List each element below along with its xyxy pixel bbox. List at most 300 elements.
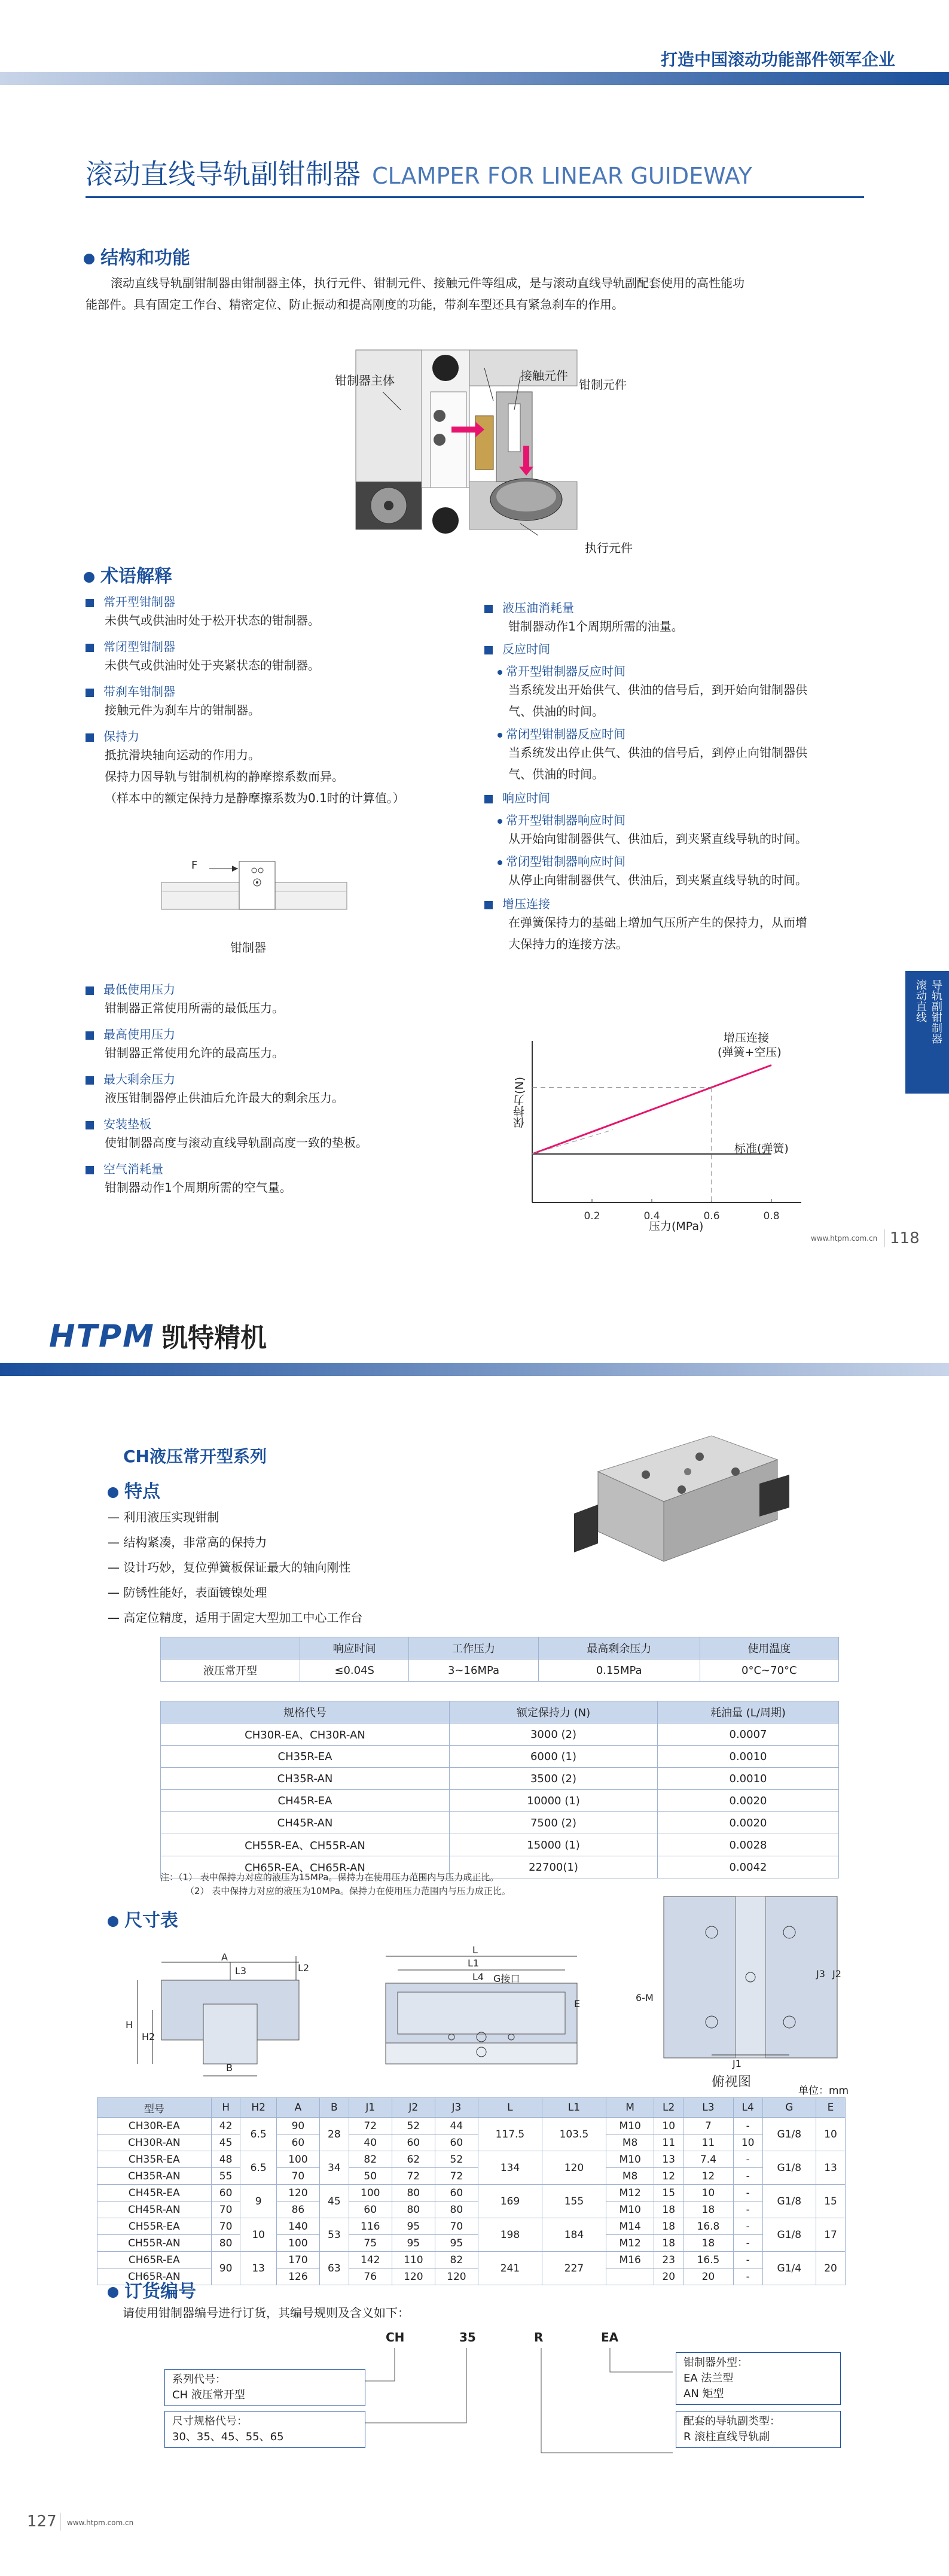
term-item: 反应时间 — [484, 640, 867, 657]
t3-cell: 48 — [211, 2151, 240, 2168]
t3-cell: 140 — [276, 2218, 319, 2235]
t3-cell: - — [733, 2252, 762, 2269]
t3-cell: - — [733, 2151, 762, 2168]
t3-cell: 72 — [435, 2168, 478, 2185]
code-type: EA — [601, 2330, 619, 2344]
t2-row — [161, 1768, 839, 1790]
chart-x-tick-label: 0.6 — [703, 1210, 720, 1222]
t2-cell: 0.0020 — [658, 1790, 839, 1812]
terms-left — [86, 592, 480, 809]
t3-cell: CH45R-AN — [97, 2202, 212, 2218]
t3-cell: 34 — [319, 2151, 349, 2185]
page1-url: www.htpm.com.cn — [811, 1234, 878, 1243]
t3-cell: 18 — [683, 2235, 734, 2252]
t3-row — [97, 2185, 846, 2202]
t2-cell: 3500 (2) — [450, 1768, 658, 1790]
t3-cell: 100 — [349, 2185, 392, 2202]
feature-item: — 设计巧妙，复位弹簧板保证最大的轴向刚性 — [108, 1560, 351, 1575]
t3-cell: CH35R-EA — [97, 2151, 212, 2168]
t3-cell: 9 — [240, 2185, 276, 2218]
features-list — [108, 1505, 362, 1630]
t3-header: A — [276, 2098, 319, 2118]
unit-label: 单位：mm — [798, 2085, 849, 2097]
t2-cell: 0.0007 — [658, 1724, 839, 1746]
structure-heading: 结构和功能 — [84, 243, 190, 269]
t3-cell: 44 — [435, 2118, 478, 2135]
t3-cell: 20 — [683, 2269, 734, 2285]
header-bar — [0, 72, 949, 85]
t3-row — [97, 2235, 846, 2252]
size-box-line: 30、35、45、55、65 — [172, 2431, 284, 2443]
t3-cell: 6.5 — [240, 2118, 276, 2151]
terms-left-2 — [86, 980, 480, 1198]
t3-cell: 120 — [276, 2185, 319, 2202]
dim-E: E — [574, 1998, 581, 2009]
t3-cell: 7.4 — [683, 2151, 734, 2168]
chart-annot-high-2: (弹簧+空压) — [718, 1046, 782, 1059]
term-item: 最高使用压力 钳制器正常使用允许的最高压力。 — [86, 1025, 480, 1064]
dim-B: B — [226, 2062, 233, 2073]
t3-cell: M14 — [606, 2218, 654, 2235]
t3-row — [97, 2269, 846, 2285]
t3-cell: G1/4 — [762, 2252, 816, 2285]
t3-cell: 11 — [654, 2135, 683, 2151]
t2-header: 额定保持力 (N) — [450, 1701, 658, 1724]
chart-ylabel: 保持力(N) — [513, 1077, 526, 1129]
t3-header: L1 — [542, 2098, 606, 2118]
t3-cell: 80 — [392, 2202, 435, 2218]
t1-cell: 0°C~70°C — [700, 1660, 838, 1682]
t3-cell: M10 — [606, 2118, 654, 2135]
terms-heading: 术语解释 — [84, 561, 172, 587]
t2-cell: 10000 (1) — [450, 1790, 658, 1812]
top-view-label: 俯视图 — [712, 2075, 752, 2090]
t1-cell: 液压常开型 — [161, 1660, 300, 1682]
type-box-line: 钳制器外型： — [683, 2356, 748, 2369]
t3-cell: 120 — [542, 2151, 606, 2185]
brand-name: 凯特精机 — [161, 1323, 267, 1353]
brand-logo: HTPM — [49, 1319, 155, 1354]
dim-L3: L3 — [235, 1965, 247, 1977]
t3-cell: 10 — [816, 2118, 846, 2151]
t2-cell: CH45R-EA — [161, 1790, 450, 1812]
t3-cell: - — [733, 2118, 762, 2135]
t2-cell: CH30R-EA、CH30R-AN — [161, 1724, 450, 1746]
chart-annot-high-1: 增压连接 — [724, 1031, 770, 1045]
feature-item: — 高定位精度，适用于固定大型加工中心工作台 — [108, 1610, 363, 1625]
t3-cell: M8 — [606, 2135, 654, 2151]
t3-cell: 170 — [276, 2252, 319, 2269]
t3-cell: 82 — [435, 2252, 478, 2269]
t3-cell: 86 — [276, 2202, 319, 2218]
t3-cell: 18 — [654, 2218, 683, 2235]
t3-cell: 17 — [816, 2218, 846, 2252]
term-item: 液压油消耗量 钳制器动作1个周期所需的油量。 — [484, 598, 867, 637]
title-cn: 滚动直线导轨副钳制器 — [86, 158, 361, 190]
t3-cell: 10 — [683, 2185, 734, 2202]
term-item: 常闭型钳制器 未供气或供油时处于夹紧状态的钳制器。 — [86, 637, 480, 676]
t3-cell: 60 — [276, 2135, 319, 2151]
t3-cell: - — [733, 2185, 762, 2202]
t3-cell: - — [733, 2269, 762, 2285]
dim-drawing-front — [126, 1944, 323, 2082]
structure-text — [86, 272, 869, 315]
t3-cell: 227 — [542, 2252, 606, 2285]
order-intro: 请使用钳制器编号进行订货，其编号规则及含义如下： — [123, 2306, 410, 2320]
t3-cell: 18 — [654, 2235, 683, 2252]
dim-L1: L1 — [468, 1957, 480, 1969]
term-item: 常开型钳制器反应时间 当系统发出开始供气、供油的信号后，到开始向钳制器供 气、供油的时间。 — [484, 662, 867, 722]
t3-cell: 10 — [240, 2218, 276, 2252]
t3-cell: 70 — [276, 2168, 319, 2185]
term-item: 空气消耗量 钳制器动作1个周期所需的空气量。 — [86, 1159, 480, 1198]
t3-row — [97, 2135, 846, 2151]
t2-cell: 0.0042 — [658, 1856, 839, 1878]
t1-header: 使用温度 — [700, 1637, 838, 1660]
title-underline — [86, 196, 864, 198]
side-tab-line2: 导轨副钳制器 — [930, 979, 942, 1044]
t3-cell: 70 — [435, 2218, 478, 2235]
t3-cell: 60 — [349, 2202, 392, 2218]
dim-drawing-top — [652, 1890, 849, 2070]
chart-annot-std: 标准(弹簧) — [734, 1142, 789, 1155]
dimension-table — [97, 2097, 846, 2285]
t1-header: 工作压力 — [409, 1637, 538, 1660]
t3-cell: 10 — [733, 2135, 762, 2151]
t3-header: H2 — [240, 2098, 276, 2118]
t3-cell: 198 — [478, 2218, 542, 2252]
t3-cell: 45 — [211, 2135, 240, 2151]
features-heading: 特点 — [108, 1476, 160, 1503]
t3-cell: G1/8 — [762, 2185, 816, 2218]
t3-cell: CH55R-AN — [97, 2235, 212, 2252]
series-box-line: 系列代号： — [172, 2373, 226, 2386]
t3-cell: M8 — [606, 2168, 654, 2185]
t1-cell: 3~16MPa — [409, 1660, 538, 1682]
t2-cell: 22700(1) — [450, 1856, 658, 1878]
t3-cell: 40 — [349, 2135, 392, 2151]
header-slogan: 打造中国滚动功能部件领军企业 — [660, 50, 895, 69]
t3-cell: 103.5 — [542, 2118, 606, 2151]
brand-bar — [0, 1363, 949, 1376]
t2-cell: 3000 (2) — [450, 1724, 658, 1746]
label-actuator: 执行元件 — [585, 541, 633, 555]
t3-row — [97, 2118, 846, 2135]
chart-x-tick-label: 0.2 — [584, 1210, 600, 1222]
t2-cell: CH45R-AN — [161, 1812, 450, 1834]
t2-cell: 7500 (2) — [450, 1812, 658, 1834]
t3-cell: 10 — [654, 2118, 683, 2135]
spec-table-2 — [160, 1701, 839, 1878]
t3-cell: 53 — [319, 2218, 349, 2252]
t3-cell: 16.8 — [683, 2218, 734, 2235]
t3-header: J3 — [435, 2098, 478, 2118]
t3-cell: 16.5 — [683, 2252, 734, 2269]
t3-cell: 60 — [435, 2135, 478, 2151]
t3-cell: 95 — [435, 2235, 478, 2252]
t1-cell: 0.15MPa — [538, 1660, 700, 1682]
t3-cell: 134 — [478, 2151, 542, 2185]
series-title: CH液压常开型系列 — [123, 1447, 267, 1466]
page2-num: 127 — [27, 2513, 57, 2531]
t3-header: L3 — [683, 2098, 734, 2118]
t3-cell: 6.5 — [240, 2151, 276, 2185]
t3-cell: 60 — [392, 2135, 435, 2151]
t3-cell: 70 — [211, 2218, 240, 2235]
t3-cell: 241 — [478, 2252, 542, 2285]
t3-header: J2 — [392, 2098, 435, 2118]
t3-cell: 15 — [816, 2185, 846, 2218]
t3-cell: 120 — [435, 2269, 478, 2285]
type-box-line: EA 法兰型 — [683, 2372, 734, 2385]
order-size-box — [164, 2411, 365, 2448]
t3-cell: CH65R-EA — [97, 2252, 212, 2269]
title-en: CLAMPER FOR LINEAR GUIDEWAY — [372, 163, 752, 189]
t3-cell: 82 — [349, 2151, 392, 2168]
t2-row — [161, 1812, 839, 1834]
t2-cell: 6000 (1) — [450, 1746, 658, 1768]
t3-cell: - — [733, 2202, 762, 2218]
feature-item: — 结构紧凑，非常高的保持力 — [108, 1535, 267, 1549]
chart-xlabel: 压力(MPa) — [649, 1220, 704, 1233]
term-item: 保持力 抵抗滑块轴向运动的作用力。 保持力因导轨与钳制机构的静摩擦系数而异。 （样本中的额定保持力是静摩擦系数为0.1时的计算值。） — [86, 727, 480, 809]
t3-cell: 100 — [276, 2235, 319, 2252]
t3-cell: 76 — [349, 2269, 392, 2285]
t3-cell: 116 — [349, 2218, 392, 2235]
t3-cell: M10 — [606, 2151, 654, 2168]
t3-cell: 13 — [240, 2252, 276, 2285]
dim-L: L — [472, 1944, 478, 1956]
t2-cell: 15000 (1) — [450, 1834, 658, 1856]
brand — [49, 1316, 267, 1354]
order-series-box — [164, 2369, 365, 2406]
dim-A: A — [221, 1951, 228, 1963]
t3-cell: 60 — [211, 2185, 240, 2202]
label-contact: 接触元件 — [520, 369, 568, 383]
code-size: 35 — [459, 2330, 476, 2344]
order-heading: 订货编号 — [108, 2276, 196, 2303]
t3-cell: G1/8 — [762, 2218, 816, 2252]
code-series: CH — [386, 2330, 405, 2344]
page2-url: www.htpm.com.cn — [67, 2519, 134, 2527]
t3-cell: 42 — [211, 2118, 240, 2135]
t3-header: M — [606, 2098, 654, 2118]
t3-cell: 110 — [392, 2252, 435, 2269]
size-box-line: 尺寸规格代号： — [172, 2415, 248, 2428]
t3-cell: M10 — [606, 2202, 654, 2218]
t3-header: L — [478, 2098, 542, 2118]
t3-cell: 18 — [654, 2202, 683, 2218]
t3-cell: 13 — [654, 2151, 683, 2168]
chart-x-tick-label: 0.8 — [763, 1210, 780, 1222]
t2-row — [161, 1724, 839, 1746]
feature-item: — 防锈性能好，表面镀镍处理 — [108, 1585, 267, 1600]
t3-cell: CH45R-EA — [97, 2185, 212, 2202]
t3-header: 型号 — [97, 2098, 212, 2118]
t3-header: H — [211, 2098, 240, 2118]
t2-cell: 0.0020 — [658, 1812, 839, 1834]
t2-row — [161, 1746, 839, 1768]
order-type-box — [676, 2352, 841, 2405]
type-box-line: AN 矩型 — [683, 2388, 724, 2400]
t3-header: E — [816, 2098, 846, 2118]
t3-cell: - — [733, 2218, 762, 2235]
t3-cell: 62 — [392, 2151, 435, 2168]
t2-row — [161, 1790, 839, 1812]
t3-cell: 80 — [211, 2235, 240, 2252]
t2-note-2: （2） 表中保持力对应的液压为10MPa。保持力在使用压力范围内与压力成正比。 — [185, 1886, 511, 1896]
t3-cell: 12 — [683, 2168, 734, 2185]
t3-header: L4 — [733, 2098, 762, 2118]
structure-text-line1: 滚动直线导轨副钳制器由钳制器主体，执行元件、钳制元件、接触元件等组成，是与滚动直线导轨副配套使用的高性能功 — [111, 276, 744, 290]
dim-L2: L2 — [298, 1962, 310, 1974]
term-item: 常闭型钳制器反应时间 当系统发出停止供气、供油的信号后，到停止向钳制器供 气、供油的时间。 — [484, 724, 867, 785]
terms-right — [484, 598, 867, 955]
t2-row — [161, 1834, 839, 1856]
t3-cell: 50 — [349, 2168, 392, 2185]
term-item: 响应时间 — [484, 788, 867, 806]
t3-cell: CH65R-AN — [97, 2269, 212, 2285]
t2-cell: 0.0010 — [658, 1768, 839, 1790]
chart-x-tick-label: 0.4 — [643, 1210, 660, 1222]
t3-cell: M16 — [606, 2252, 654, 2269]
t3-cell: 15 — [654, 2185, 683, 2202]
spec-table-1 — [160, 1637, 839, 1682]
term-item: 常开型钳制器 未供气或供油时处于松开状态的钳制器。 — [86, 592, 480, 631]
term-item: 常开型钳制器响应时间 从开始向钳制器供气、供油后，到夹紧直线导轨的时间。 — [484, 811, 867, 849]
dim-H: H — [126, 2019, 133, 2030]
t3-cell: 7 — [683, 2118, 734, 2135]
t3-cell: 12 — [654, 2168, 683, 2185]
t3-row — [97, 2218, 846, 2235]
t1-header: 响应时间 — [300, 1637, 409, 1660]
t3-cell: 95 — [392, 2235, 435, 2252]
page-title — [86, 153, 752, 192]
t3-cell: CH30R-AN — [97, 2135, 212, 2151]
t3-cell: CH35R-AN — [97, 2168, 212, 2185]
term-item: 最大剩余压力 液压钳制器停止供油后允许最大的剩余压力。 — [86, 1070, 480, 1109]
t3-cell: 90 — [211, 2252, 240, 2285]
t3-cell: 100 — [276, 2151, 319, 2168]
dim-drawing-side — [374, 1947, 589, 2079]
t3-row — [97, 2168, 846, 2185]
t3-cell: 20 — [654, 2269, 683, 2285]
t2-header: 耗油量 (L/周期) — [658, 1701, 839, 1724]
feature-item: — 利用液压实现钳制 — [108, 1510, 219, 1524]
label-body: 钳制器主体 — [335, 373, 395, 388]
rail-box-line: R 滚柱直线导轨副 — [683, 2431, 770, 2443]
t3-cell: CH55R-EA — [97, 2218, 212, 2235]
t3-cell: 75 — [349, 2235, 392, 2252]
t3-cell: M12 — [606, 2185, 654, 2202]
t2-cell: CH35R-AN — [161, 1768, 450, 1790]
t1-header: 最高剩余压力 — [538, 1637, 700, 1660]
t3-cell: 63 — [319, 2252, 349, 2285]
t3-cell: 169 — [478, 2185, 542, 2218]
t3-cell: 80 — [392, 2185, 435, 2202]
page1-num: 118 — [890, 1229, 920, 1247]
dim-L4: L4 — [472, 1971, 484, 1983]
t3-cell: 184 — [542, 2218, 606, 2252]
product-image — [562, 1424, 795, 1573]
t3-cell: M12 — [606, 2235, 654, 2252]
t3-cell: 117.5 — [478, 2118, 542, 2151]
t3-cell: 55 — [211, 2168, 240, 2185]
term-item: 增压连接 在弹簧保持力的基础上增加气压所产生的保持力，从而增 大保持力的连接方法。 — [484, 894, 867, 955]
term-item: 安装垫板 使钳制器高度与滚动直线导轨副高度一致的垫板。 — [86, 1115, 480, 1153]
dim-J1: J1 — [733, 2058, 741, 2069]
chart-dashed-guide — [532, 1130, 613, 1155]
t3-cell: 60 — [435, 2185, 478, 2202]
dim-H2: H2 — [142, 2031, 155, 2042]
t3-cell: 11 — [683, 2135, 734, 2151]
t3-cell: 80 — [435, 2202, 478, 2218]
t3-cell: 45 — [319, 2185, 349, 2218]
term-item: 带刹车钳制器 接触元件为刹车片的钳制器。 — [86, 682, 480, 721]
t3-row — [97, 2151, 846, 2168]
t2-cell: CH65R-EA、CH65R-AN — [161, 1856, 450, 1878]
force-f-label: F — [191, 859, 198, 872]
t3-cell: 18 — [683, 2202, 734, 2218]
t3-cell: 52 — [435, 2151, 478, 2168]
t3-cell — [606, 2269, 654, 2285]
t3-cell: 142 — [349, 2252, 392, 2269]
t2-header: 规格代号 — [161, 1701, 450, 1724]
force-fig-label: 钳制器 — [230, 940, 266, 955]
t3-cell: 23 — [654, 2252, 683, 2269]
t1-header — [161, 1637, 300, 1660]
t2-cell: 0.0010 — [658, 1746, 839, 1768]
t3-row — [97, 2202, 846, 2218]
dim-J3: J3 — [816, 1968, 825, 1980]
t2-note-1: 注：（1） 表中保持力对应的液压为15MPa。保持力在使用压力范围内与压力成正比。 — [160, 1872, 499, 1883]
order-rail-box — [676, 2411, 841, 2448]
t3-cell: 20 — [816, 2252, 846, 2285]
t3-cell: 72 — [349, 2118, 392, 2135]
t2-cell: CH55R-EA、CH55R-AN — [161, 1834, 450, 1856]
dim-port: G接口 — [493, 1973, 520, 1984]
t3-cell: 13 — [816, 2151, 846, 2185]
term-item: 常闭型钳制器响应时间 从停止向钳制器供气、供油后，到夹紧直线导轨的时间。 — [484, 852, 867, 891]
holding-force-chart — [502, 1023, 837, 1238]
dim-J2: J2 — [832, 1968, 841, 1980]
t3-cell: 90 — [276, 2118, 319, 2135]
term-item: 最低使用压力 钳制器正常使用所需的最低压力。 — [86, 980, 480, 1019]
t3-cell: CH30R-EA — [97, 2118, 212, 2135]
t3-header: L2 — [654, 2098, 683, 2118]
t3-cell: 52 — [392, 2118, 435, 2135]
side-tab-line1: 滚动直线 — [914, 979, 927, 1022]
t3-cell: 95 — [392, 2218, 435, 2235]
t3-header: B — [319, 2098, 349, 2118]
dims-heading: 尺寸表 — [108, 1905, 178, 1932]
code-rail: R — [534, 2330, 544, 2344]
label-clamp: 钳制元件 — [579, 377, 627, 392]
dim-M: 6-M — [636, 1992, 654, 2003]
side-tab — [905, 971, 949, 1094]
t2-cell: 0.0028 — [658, 1834, 839, 1856]
t3-cell: 155 — [542, 2185, 606, 2218]
t3-cell: 28 — [319, 2118, 349, 2151]
t3-cell: G1/8 — [762, 2151, 816, 2185]
t3-header: G — [762, 2098, 816, 2118]
t3-cell: 126 — [276, 2269, 319, 2285]
t1-cell: ≤0.04S — [300, 1660, 409, 1682]
holding-force-figure — [155, 855, 353, 939]
t3-cell: 70 — [211, 2202, 240, 2218]
series-box-line: CH 液压常开型 — [172, 2389, 245, 2401]
t3-row — [97, 2252, 846, 2269]
